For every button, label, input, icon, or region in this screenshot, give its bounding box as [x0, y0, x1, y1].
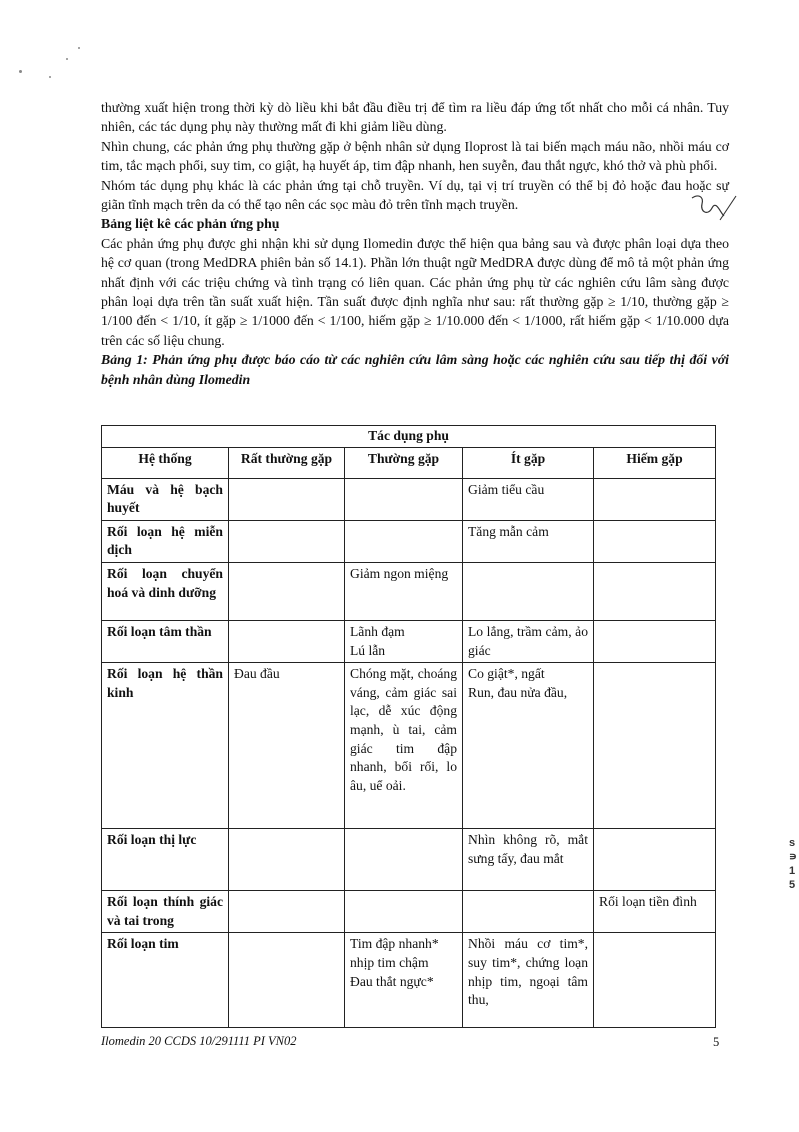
cell-rare	[594, 478, 716, 520]
cell-system: Rối loạn thính giác và tai trong	[102, 891, 229, 933]
table-row	[102, 933, 716, 1028]
cell-common	[345, 478, 463, 520]
table-title-row	[102, 426, 716, 448]
paragraph-dose-titration: thường xuất hiện trong thời kỳ dò liều khi bắt đầu điều trị để tìm ra liều đáp ứng tốt nhất cho mỗi cá nhân. Tuy nhiên, các tác dụng phụ này thường mất đi khi giảm liều dùng.	[101, 100, 729, 135]
cell-system: Rối loạn hệ miễn dịch	[102, 520, 229, 562]
cell-common: Tim đập nhanh* nhịp tim chậm Đau thắt ngực*	[345, 933, 463, 1028]
cell-common: Giảm ngon miệng	[345, 562, 463, 620]
cell-common: Chóng mặt, choáng váng, cảm giác sai lạc, dễ xúc động mạnh, ù tai, cảm giác tim đập nhanh, bối rối, lo âu, uể oải.	[345, 663, 463, 829]
cell-system: Rối loạn thị lực	[102, 829, 229, 891]
cell-rare	[594, 829, 716, 891]
table-header-row	[102, 447, 716, 478]
header-very-common: Rất thường gặp	[229, 447, 345, 478]
table-row	[102, 663, 716, 829]
cell-common	[345, 891, 463, 933]
paragraph-common-reactions: Nhìn chung, các phản ứng phụ thường gặp ở bệnh nhân sử dụng Iloprost là tai biến mạch máu não, nhồi máu cơ tim, tắc mạch phổi, suy tim, co giật, hạ huyết áp, tim đập nhanh, hen suyễn, đau thắt ngực, khó thở và phù phổi.	[101, 138, 729, 174]
handwritten-mark	[690, 190, 738, 230]
header-common: Thường gặp	[345, 447, 463, 478]
cell-very-common	[229, 829, 345, 891]
section-heading: Bảng liệt kê các phản ứng phụ	[101, 216, 280, 232]
table-title: Tác dụng phụ	[102, 426, 716, 448]
cell-very-common	[229, 933, 345, 1028]
cell-system: Máu và hệ bạch huyết	[102, 478, 229, 520]
cell-uncommon: Tăng mẫn cảm	[463, 520, 594, 562]
header-uncommon: Ít gặp	[463, 447, 594, 478]
cell-very-common	[229, 562, 345, 620]
cell-common	[345, 520, 463, 562]
edge-marks: s ∍ 1 5	[789, 837, 797, 891]
cell-rare	[594, 663, 716, 829]
table-row	[102, 891, 716, 933]
cell-rare	[594, 933, 716, 1028]
cell-very-common: Đau đầu	[229, 663, 345, 829]
table-row	[102, 478, 716, 520]
cell-system: Rối loạn tâm thần	[102, 620, 229, 662]
cell-very-common	[229, 891, 345, 933]
adverse-reactions-table	[101, 425, 716, 1028]
paragraph-frequency-definition: Các phản ứng phụ được ghi nhận khi sử dụng Ilomedin được thể hiện qua bảng sau và được phân loại dựa theo hệ cơ quan (trong MedDRA phiên bản số 14.1). Phần lớn thuật ngữ MedDRA được dùng để mô tả một phản ứng nhất định với các triệu chứng và tình trạng có liên quan. Các phản ứng phụ từ các nghiên cứu lâm sàng được phân loại dựa trên tần suất xuất hiện. Tần suất được định nghĩa như sau: rất thường gặp ≥ 1/10, thường gặp ≥ 1/100 đến < 1/10, ít gặp ≥ 1/1000 đến < 1/100, hiếm gặp ≥ 1/10.000 đến < 1/1000, rất hiếm gặp < 1/10.000 dựa trên các số liệu chung.	[101, 235, 729, 348]
header-system: Hệ thống	[102, 447, 229, 478]
cell-rare: Rối loạn tiền đình	[594, 891, 716, 933]
paragraph-infusion-site: Nhóm tác dụng phụ khác là các phản ứng tại chỗ truyền. Ví dụ, tại vị trí truyền có thể bị đỏ hoặc đau hoặc sự giãn tĩnh mạch trên da có thể tạo nên các sọc màu đỏ trên tĩnh mạch truyền.	[101, 177, 729, 213]
cell-rare	[594, 620, 716, 662]
body-text	[101, 98, 729, 389]
table-row	[102, 620, 716, 662]
cell-uncommon: Nhồi máu cơ tim*, suy tim*, chứng loạn nhịp tim, ngoại tâm thu,	[463, 933, 594, 1028]
cell-uncommon	[463, 891, 594, 933]
cell-uncommon	[463, 562, 594, 620]
page-number: 5	[713, 1035, 720, 1049]
cell-uncommon: Nhìn không rõ, mắt sưng tấy, đau mắt	[463, 829, 594, 891]
cell-very-common	[229, 520, 345, 562]
cell-rare	[594, 520, 716, 562]
cell-very-common	[229, 620, 345, 662]
cell-very-common	[229, 478, 345, 520]
table-row	[102, 520, 716, 562]
table-row	[102, 562, 716, 620]
cell-system: Rối loạn chuyển hoá và dinh dưỡng	[102, 562, 229, 620]
cell-common: Lãnh đạm Lú lẫn	[345, 620, 463, 662]
footer-doc-code: Ilomedin 20 CCDS 10/291111 PI VN02	[101, 1034, 297, 1048]
cell-uncommon: Giảm tiểu cầu	[463, 478, 594, 520]
cell-common	[345, 829, 463, 891]
cell-rare	[594, 562, 716, 620]
cell-uncommon: Lo lắng, trầm cảm, ảo giác	[463, 620, 594, 662]
cell-system: Rối loạn hệ thần kinh	[102, 663, 229, 829]
table-row	[102, 829, 716, 891]
cell-uncommon: Co giật*, ngất Run, đau nửa đầu,	[463, 663, 594, 829]
cell-system: Rối loạn tim	[102, 933, 229, 1028]
header-rare: Hiếm gặp	[594, 447, 716, 478]
table-caption: Bảng 1: Phản ứng phụ được báo cáo từ các nghiên cứu lâm sàng hoặc các nghiên cứu sau tiếp thị đối với bệnh nhân dùng Ilomedin	[101, 352, 729, 387]
